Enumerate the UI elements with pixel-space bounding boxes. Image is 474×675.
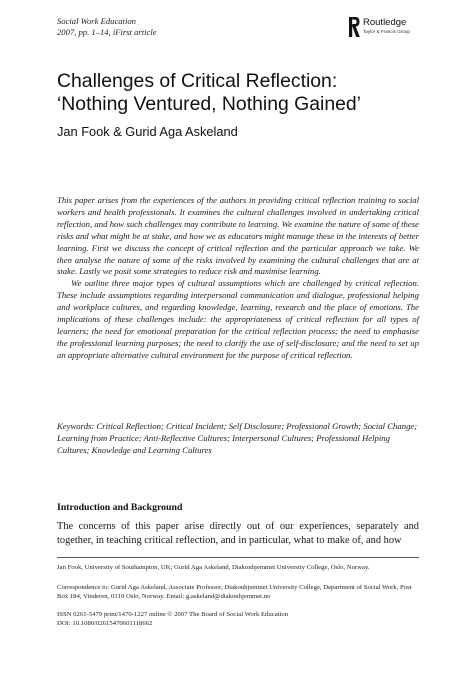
abstract: [57, 195, 419, 362]
footnote-divider: [57, 557, 419, 558]
keywords-label: Keywords:: [57, 421, 95, 431]
author-affiliation: Jan Fook, University of Southampton, UK; Gurid Aga Askeland, Diakonhjemmet University College, Oslo, Norway.: [57, 564, 370, 571]
routledge-logo-icon: [349, 17, 360, 37]
section-heading: Introduction and Background: [57, 502, 183, 513]
abstract-paragraph-2: We outline three major types of cultural assumptions which are challenged by critical reflection. These include assumptions regarding interpersonal communication and dialogue, professional helping and workplace cultures, and regarding knowledge, learning, research and the place of emotions. The implications of these challenges include: the appropriateness of critical reflection for all types of learners; the need for emotional preparation for the critical reflection process; the need to emphasise the professional learning purposes; the need to clarify the use of self-disclosure; and the need to set up an appropriate alternative cultural environment for the purpose of critical reflection.: [57, 278, 419, 360]
journal-info: [57, 16, 157, 38]
publisher-tagline: Taylor & Francis Group: [363, 29, 410, 34]
journal-name: Social Work Education: [57, 16, 136, 26]
correspondence-note: Correspondence to: Gurid Aga Askeland, Associate Professor, Diakonhjemmet University College, Department of Social Work, Post Box 184, Vinderen, 0319 Oslo, Norway. Email: g.askeland@diakonhjemmet.no: [57, 584, 412, 600]
publisher-block: [349, 16, 421, 38]
issn-line: ISSN 0261-5479 print/1470-1227 online © 2007 The Board of Social Work Education: [57, 611, 289, 618]
article-title: [57, 70, 437, 115]
keywords: [57, 421, 419, 457]
keywords-text: Critical Reflection; Critical Incident; Self Disclosure; Professional Growth; Social Change; Learning from Practice; Anti-Reflective Cultures; Interpersonal Cultures; Professional Helping Cultures; Knowledge and Learning Cultures: [57, 421, 418, 455]
publisher-name: Routledge: [363, 17, 407, 28]
doi-line: DOI: 10.1080/02615470601118662: [57, 620, 153, 627]
title-line-1: Challenges of Critical Reflection:: [57, 70, 338, 92]
title-line-2: ‘Nothing Ventured, Nothing Gained’: [57, 92, 361, 115]
journal-citation: 2007, pp. 1–14, iFirst article: [57, 27, 157, 37]
abstract-paragraph-1: This paper arises from the experiences of the authors in providing critical reflection training to social workers and health professionals. It examines the cultural challenges involved in undertaking critical reflection, and how such challenges may contribute to learning. We examine the nature of some of these risks and what might be at stake, and how we as educators might manage these in the interests of better learning. First we discuss the concept of critical reflection and the particular approach we take. We then analyse the nature of some of the risks involved by examining the cultural challenges that are at stake. Lastly we posit some strategies to reduce risk and maximise learning.: [57, 195, 419, 277]
article-authors: Jan Fook & Gurid Aga Askeland: [57, 124, 238, 139]
body-paragraph: The concerns of this paper arise directly out of our experiences, separately and together, in teaching critical reflection, and in particular, what to make of, and how: [57, 521, 419, 546]
